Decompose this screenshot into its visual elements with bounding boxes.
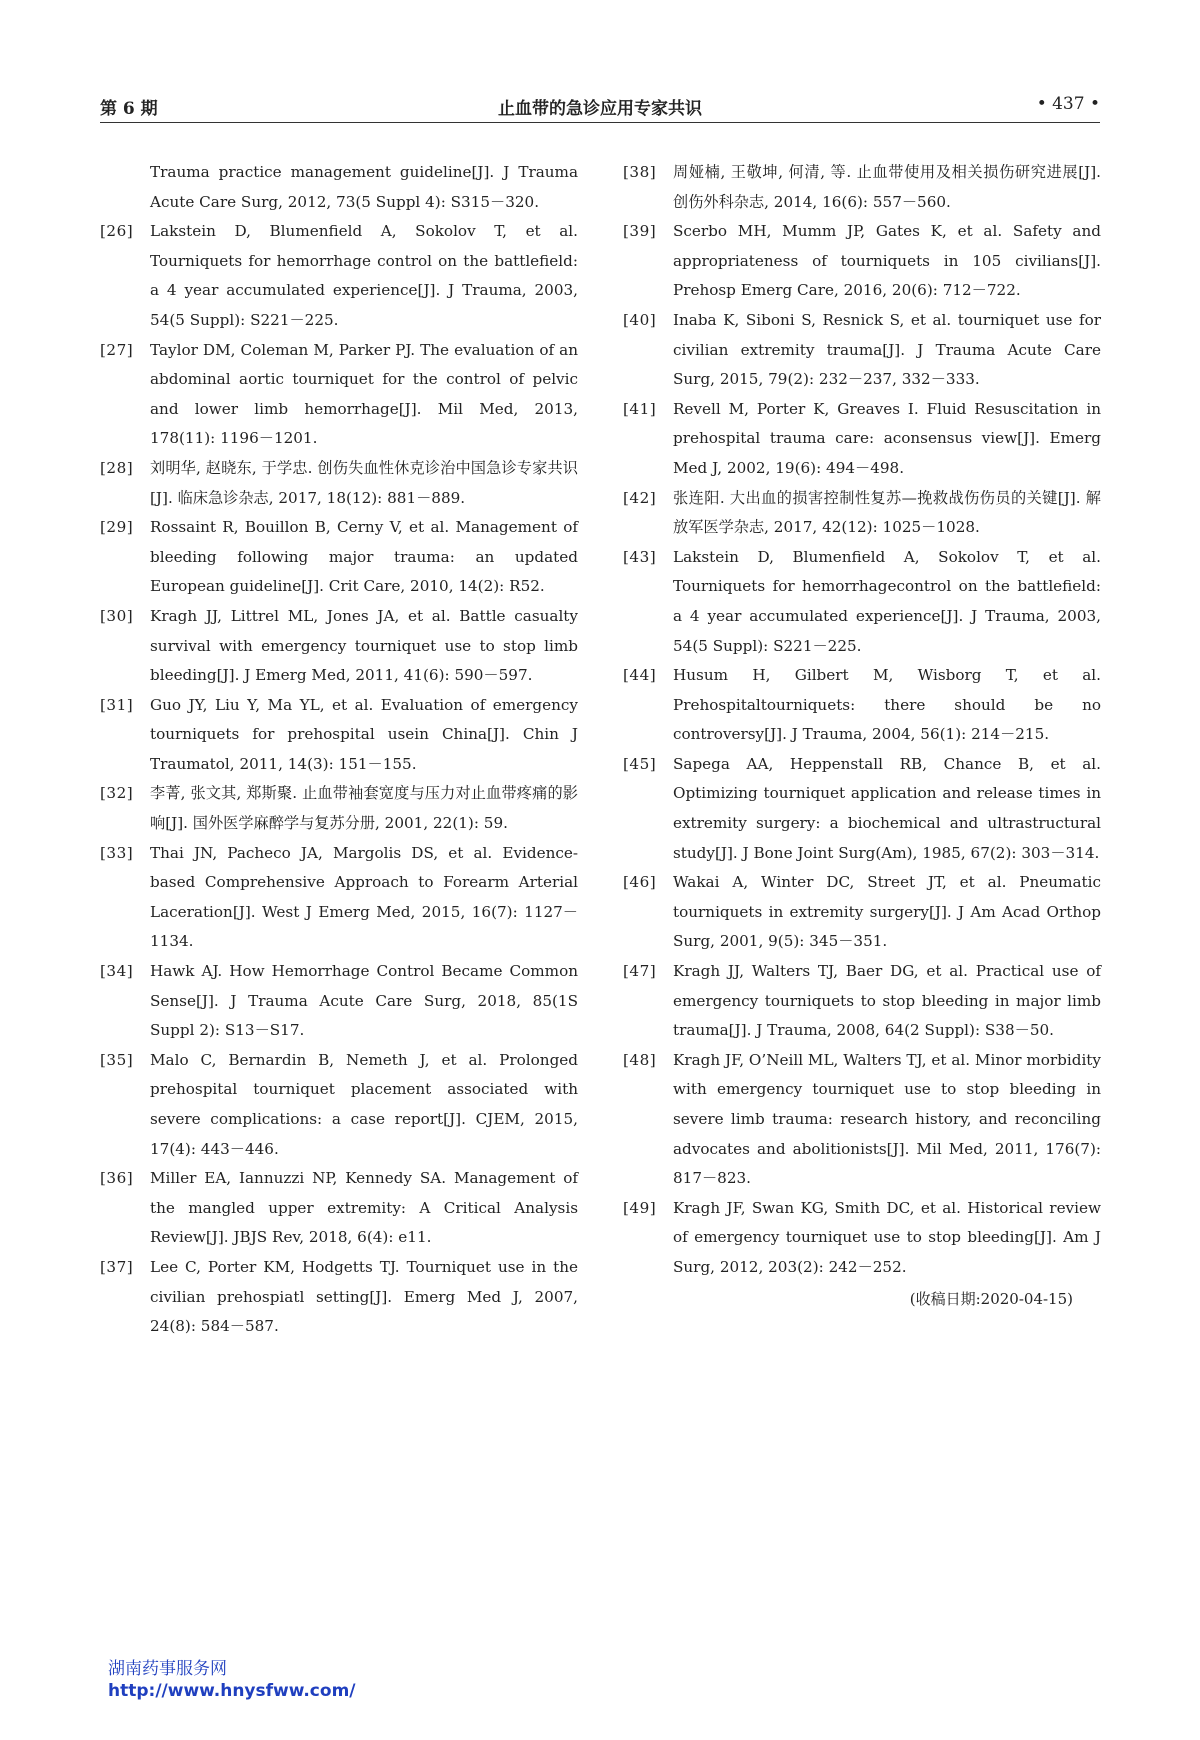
- reference-text: 李菁, 张文其, 郑斯聚. 止血带袖套宽度与压力对止血带疼痛的影响[J]. 国外医学麻醉学与复苏分册, 2001, 22(1): 59.: [150, 784, 578, 833]
- reference-number: [32]: [100, 784, 134, 803]
- reference-entry: [623, 217, 1101, 306]
- reference-text: Kragh JJ, Littrel ML, Jones JA, et al. Battle casualty survival with emergency tourniquet use to stop limb bleeding[J]. J Emerg Med, 2011, 41(6): 590－597.: [150, 606, 578, 685]
- watermark-site-name: 湖南药事服务网: [108, 1659, 227, 1679]
- reference-text: Sapega AA, Heppenstall RB, Chance B, et al. Optimizing tourniquet application and release times in extremity surgery: a biochemical and ultrastructural study[J]. J Bone Joint Surg(Am), 1985, 67(2): 303－314.: [673, 754, 1101, 862]
- reference-text: Kragh JF, O’Neill ML, Walters TJ, et al. Minor morbidity with emergency tourniquet use to stop bleeding in severe limb trauma: research history, and reconciling advocates and abolitionists[J]. Mil Med, 2011, 176(7): 817－823.: [673, 1050, 1101, 1188]
- reference-number: [27]: [100, 340, 134, 359]
- reference-text: Revell M, Porter K, Greaves I. Fluid Resuscitation in prehospital trauma care: aconsensus view[J]. Emerg Med J, 2002, 19(6): 494－498.: [673, 399, 1101, 477]
- running-title: 止血带的急诊应用专家共识: [498, 99, 702, 119]
- reference-entry: [100, 957, 578, 1046]
- reference-number: [49]: [623, 1198, 657, 1217]
- reference-text: 周娅楠, 王敬坤, 何清, 等. 止血带使用及相关损伤研究进展[J]. 创伤外科杂志, 2014, 16(6): 557－560.: [673, 163, 1101, 211]
- reference-entry: [623, 1194, 1101, 1283]
- reference-text: Taylor DM, Coleman M, Parker PJ. The evaluation of an abdominal aortic tourniquet for the control of pelvic and lower limb hemorrhage[J]. Mil Med, 2013, 178(11): 1196－1201.: [150, 340, 578, 448]
- page-number: • 437 •: [1036, 94, 1100, 114]
- reference-text: Thai JN, Pacheco JA, Margolis DS, et al. Evidence-based Comprehensive Approach to Forearm Arterial Laceration[J]. West J Emerg Med, 2015, 16(7): 1127－1134.: [150, 843, 578, 951]
- reference-number: [39]: [623, 222, 657, 241]
- reference-number: [44]: [623, 666, 657, 685]
- reference-text: Guo JY, Liu Y, Ma YL, et al. Evaluation of emergency tourniquets for prehospital usein China[J]. Chin J Traumatol, 2011, 14(3): 151－155.: [150, 695, 578, 773]
- reference-text: Kragh JJ, Walters TJ, Baer DG, et al. Practical use of emergency tourniquets to stop bleeding in major limb trauma[J]. J Trauma, 2008, 64(2 Suppl): S38－50.: [673, 962, 1101, 1040]
- reference-text: Lakstein D, Blumenfield A, Sokolov T, et al. Tourniquets for hemorrhagecontrol on the battlefield: a 4 year accumulated experience[J]. J Trauma, 2003, 54(5 Suppl): S221－225.: [673, 547, 1101, 655]
- reference-entry: [100, 839, 578, 957]
- references-left-column: [100, 158, 578, 1342]
- reference-entry: [100, 691, 578, 780]
- reference-number: [31]: [100, 695, 134, 714]
- reference-text: Wakai A, Winter DC, Street JT, et al. Pneumatic tourniquets in extremity surgery[J]. J Am Acad Orthop Surg, 2001, 9(5): 345－351.: [673, 873, 1101, 951]
- reference-entry: [623, 1046, 1101, 1194]
- reference-number: [37]: [100, 1257, 134, 1276]
- reference-text: Malo C, Bernardin B, Nemeth J, et al. Prolonged prehospital tourniquet placement associated with severe complications: a case report[J]. CJEM, 2015, 17(4): 443－446.: [150, 1050, 578, 1158]
- reference-entry: [623, 750, 1101, 868]
- reference-number: [30]: [100, 606, 134, 625]
- reference-entry: [100, 602, 578, 691]
- reference-entry: [623, 484, 1101, 543]
- reference-entry: [623, 543, 1101, 661]
- reference-text: 张连阳. 大出血的损害控制性复苏—挽救战伤伤员的关键[J]. 解放军医学杂志, 2017, 42(12): 1025－1028.: [673, 488, 1101, 537]
- reference-entry: [100, 513, 578, 602]
- watermark-footer: [108, 1658, 356, 1702]
- reference-entry: [100, 454, 578, 513]
- reference-number: [46]: [623, 873, 657, 892]
- reference-text: Lakstein D, Blumenfield A, Sokolov T, et al. Tourniquets for hemorrhage control on the battlefield: a 4 year accumulated experience[J]. J Trauma, 2003, 54(5 Suppl): S221－225.: [150, 222, 578, 329]
- reference-number: [29]: [100, 518, 134, 537]
- reference-text: Rossaint R, Bouillon B, Cerny V, et al. Management of bleeding following major trauma: an updated European guideline[J]. Crit Care, 2010, 14(2): R52.: [150, 518, 578, 596]
- watermark-url[interactable]: http://www.hnysfww.com/: [108, 1681, 356, 1701]
- reference-number: [36]: [100, 1169, 134, 1188]
- reference-number: [26]: [100, 222, 134, 241]
- reference-number: [42]: [623, 488, 657, 507]
- reference-number: [35]: [100, 1050, 134, 1069]
- reference-entry: [100, 158, 578, 217]
- reference-number: [40]: [623, 310, 657, 329]
- reference-entry: [623, 395, 1101, 484]
- issue-number: 第 6 期: [100, 99, 158, 119]
- references-right-column: [623, 158, 1101, 1314]
- page-header: [100, 88, 1100, 123]
- reference-entry: [623, 306, 1101, 395]
- reference-text: Miller EA, Iannuzzi NP, Kennedy SA. Management of the mangled upper extremity: A Critical Analysis Review[J]. JBJS Rev, 2018, 6(4): e11.: [150, 1169, 578, 1247]
- received-date: (收稿日期:2020-04-15): [909, 1289, 1073, 1308]
- reference-number: [33]: [100, 843, 134, 862]
- reference-number: [28]: [100, 458, 134, 477]
- reference-entry: [623, 868, 1101, 957]
- reference-text: Hawk AJ. How Hemorrhage Control Became Common Sense[J]. J Trauma Acute Care Surg, 2018, 85(1S Suppl 2): S13－S17.: [150, 962, 578, 1040]
- reference-text: Inaba K, Siboni S, Resnick S, et al. tourniquet use for civilian extremity trauma[J]. J Trauma Acute Care Surg, 2015, 79(2): 232－237, 332－333.: [673, 310, 1101, 389]
- reference-entry: [100, 336, 578, 454]
- reference-entry: [100, 1164, 578, 1253]
- reference-entry: [100, 1253, 578, 1342]
- reference-number: [34]: [100, 962, 134, 981]
- reference-text: Husum H, Gilbert M, Wisborg T, et al. Prehospitaltourniquets: there should be no controversy[J]. J Trauma, 2004, 56(1): 214－215.: [673, 666, 1101, 744]
- reference-entry: [623, 661, 1101, 750]
- reference-text: 刘明华, 赵晓东, 于学忠. 创伤失血性休克诊治中国急诊专家共识[J]. 临床急诊杂志, 2017, 18(12): 881－889.: [150, 458, 578, 507]
- reference-entry: [100, 217, 578, 335]
- reference-text: Lee C, Porter KM, Hodgetts TJ. Tourniquet use in the civilian prehospiatl setting[J]. Emerg Med J, 2007, 24(8): 584－587.: [150, 1257, 578, 1336]
- reference-entry: [623, 158, 1101, 217]
- reference-entry: [623, 957, 1101, 1046]
- reference-number: [41]: [623, 399, 657, 418]
- reference-number: [47]: [623, 962, 657, 981]
- reference-entry: [100, 779, 578, 838]
- reference-number: [38]: [623, 163, 657, 181]
- reference-number: [48]: [623, 1050, 657, 1069]
- reference-text: Trauma practice management guideline[J]. J Trauma Acute Care Surg, 2012, 73(5 Suppl 4): S315－320.: [150, 163, 578, 211]
- reference-entry: [100, 1046, 578, 1164]
- reference-number: [45]: [623, 754, 657, 773]
- reference-text: Kragh JF, Swan KG, Smith DC, et al. Historical review of emergency tourniquet use to stop bleeding[J]. Am J Surg, 2012, 203(2): 242－252.: [673, 1198, 1101, 1276]
- reference-number: [43]: [623, 547, 657, 566]
- reference-text: Scerbo MH, Mumm JP, Gates K, et al. Safety and appropriateness of tourniquets in 105 civilians[J]. Prehosp Emerg Care, 2016, 20(6): 712－722.: [673, 222, 1101, 300]
